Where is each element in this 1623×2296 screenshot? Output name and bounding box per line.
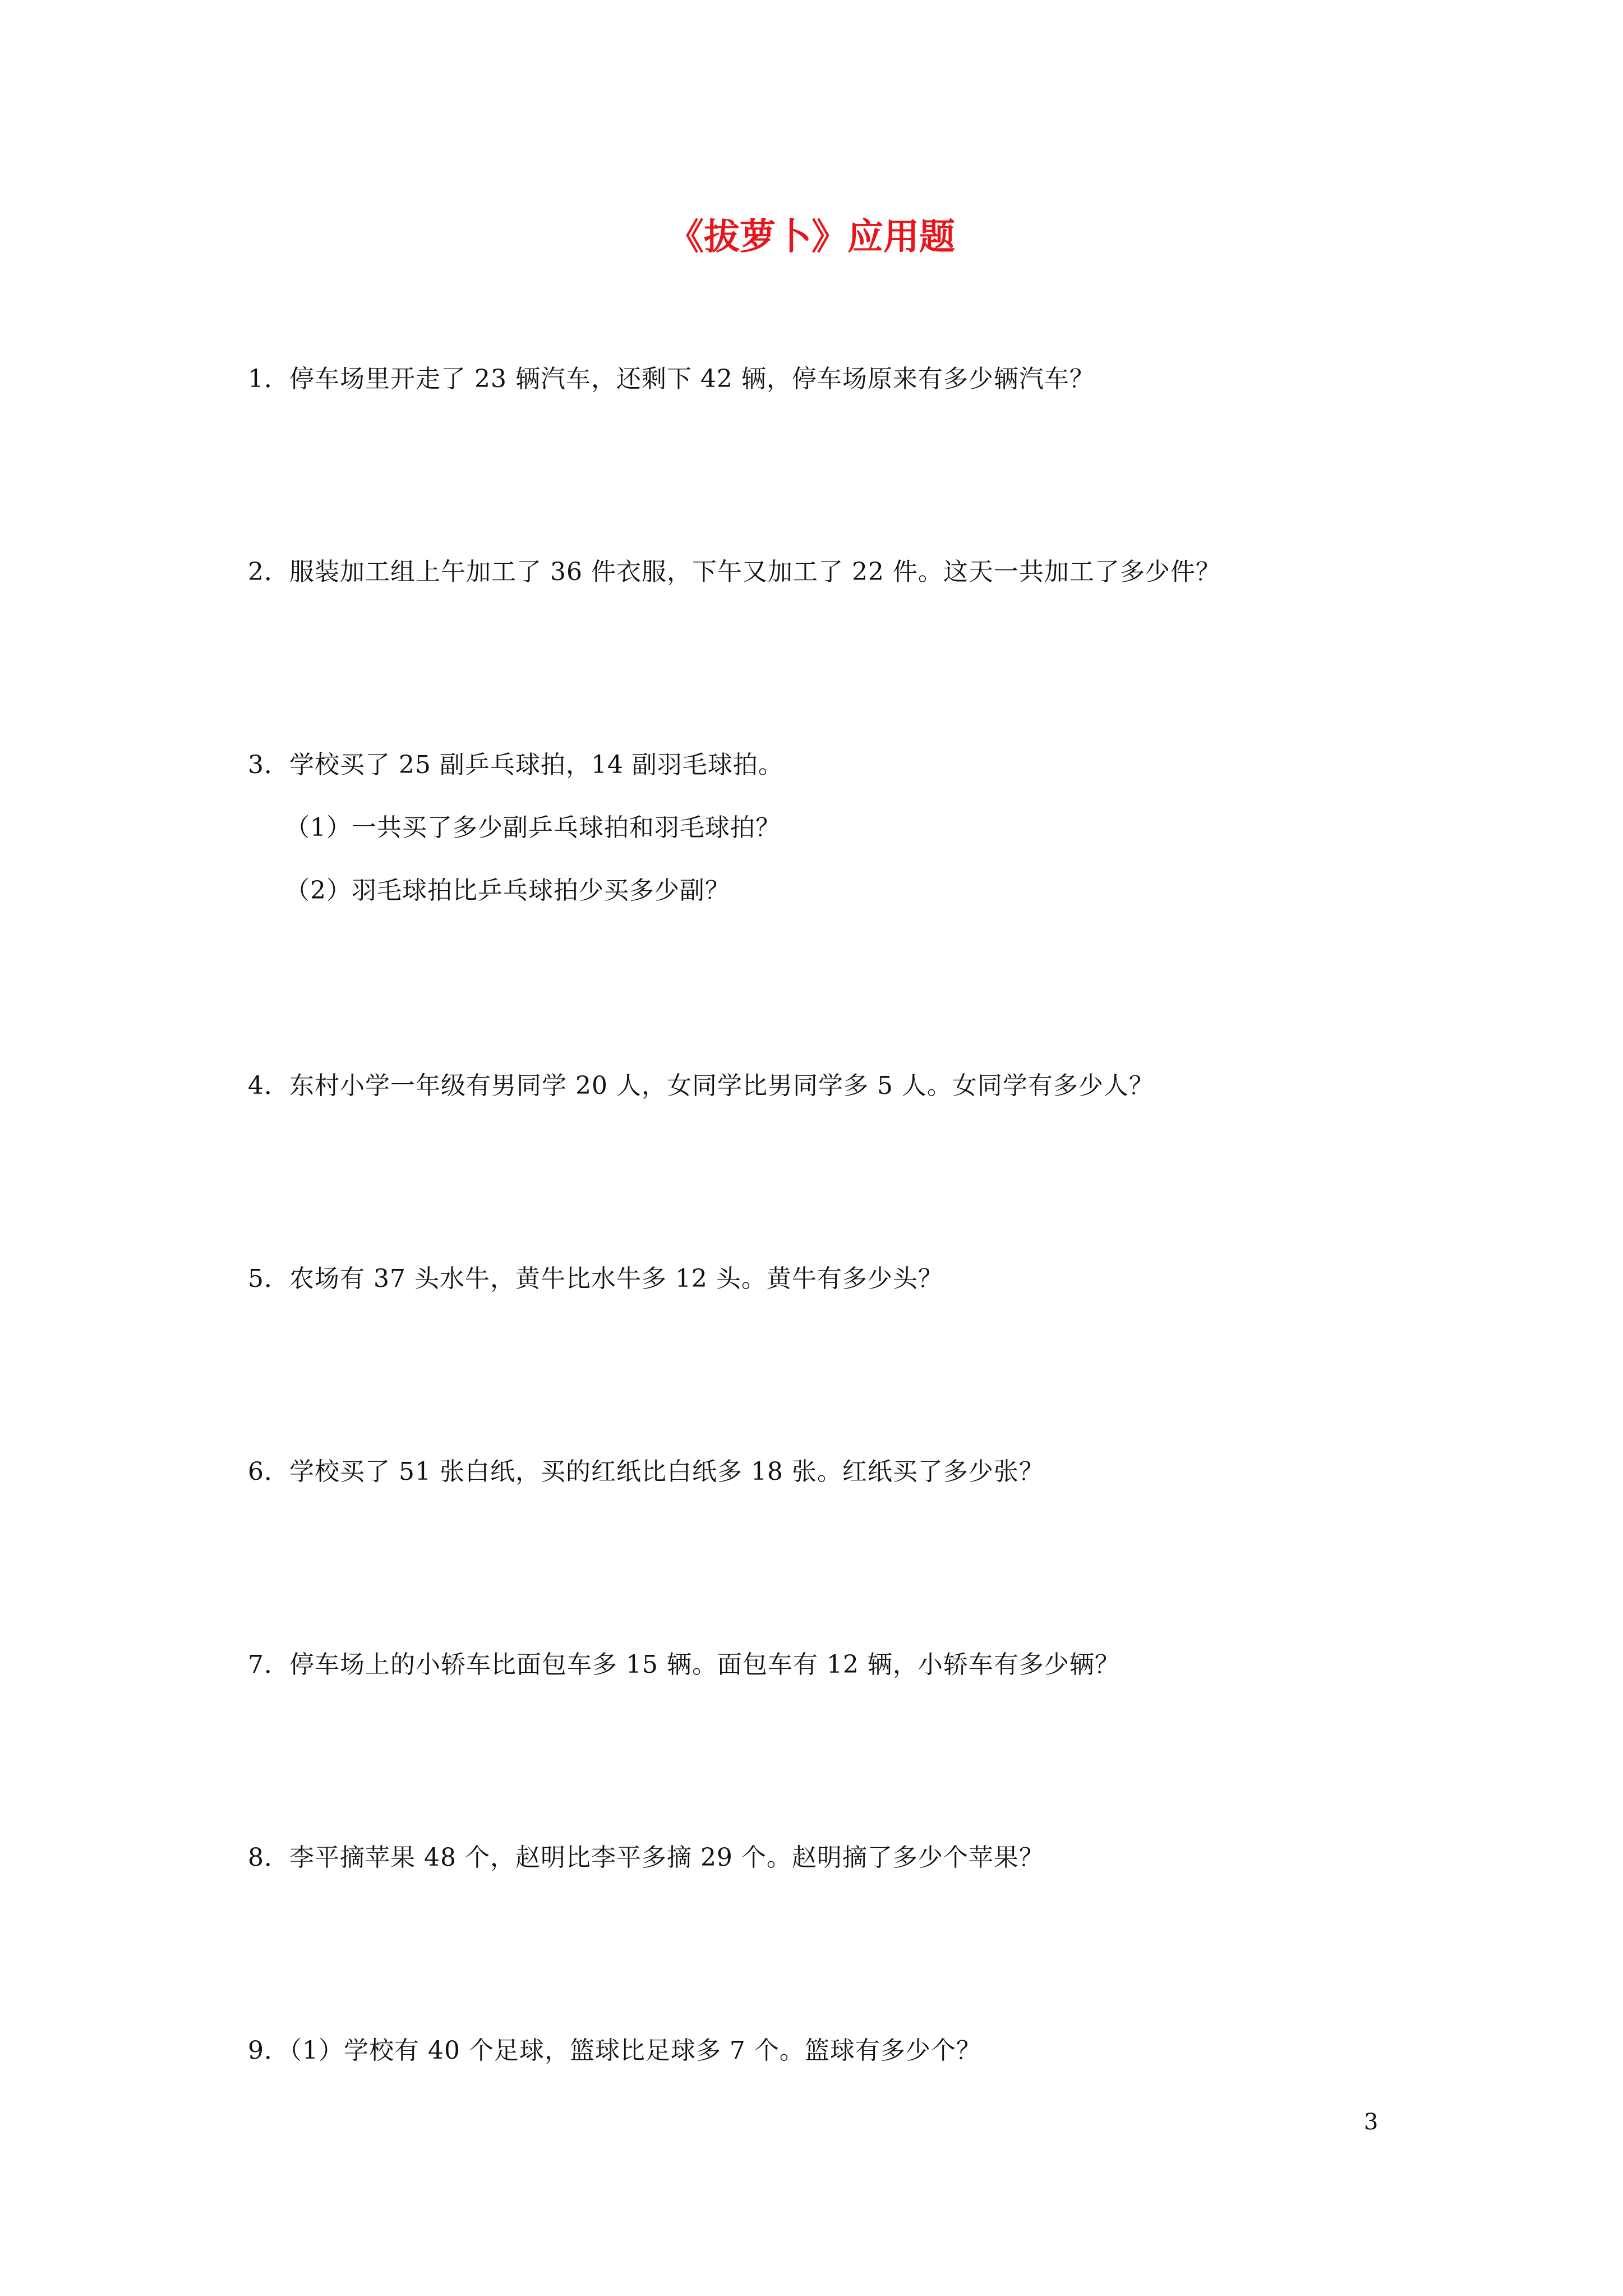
question-8: 8．李平摘苹果 48 个，赵明比李平多摘 29 个。赵明摘了多少个苹果？ (248, 1843, 1044, 1872)
question-3-part-2: （2）羽毛球拍比乒乓球拍少买多少副？ (285, 876, 730, 905)
question-1: 1．停车场里开走了 23 辆汽车，还剩下 42 辆，停车场原来有多少辆汽车？ (248, 365, 1095, 393)
question-7: 7．停车场上的小轿车比面包车多 15 辆。面包车有 12 辆，小轿车有多少辆？ (248, 1650, 1120, 1679)
page-title: 《拔萝卜》应用题 (668, 217, 955, 258)
question-3-part-1: （1）一共买了多少副乒乓球拍和羽毛球拍？ (285, 813, 781, 842)
page-number: 3 (1364, 2109, 1378, 2135)
question-9: 9．（1）学校有 40 个足球，篮球比足球多 7 个。篮球有多少个？ (248, 2036, 981, 2065)
question-5: 5．农场有 37 头水牛，黄牛比水牛多 12 头。黄牛有多少头？ (248, 1264, 943, 1293)
question-3: 3．学校买了 25 副乒乓球拍，14 副羽毛球拍。 (248, 751, 783, 779)
question-6: 6．学校买了 51 张白纸，买的红纸比白纸多 18 张。红纸买了多少张？ (248, 1457, 1044, 1486)
question-4: 4．东村小学一年级有男同学 20 人，女同学比男同学多 5 人。女同学有多少人？ (248, 1071, 1154, 1100)
question-2: 2．服装加工组上午加工了 36 件衣服，下午又加工了 22 件。这天一共加工了多少件？ (248, 558, 1221, 586)
